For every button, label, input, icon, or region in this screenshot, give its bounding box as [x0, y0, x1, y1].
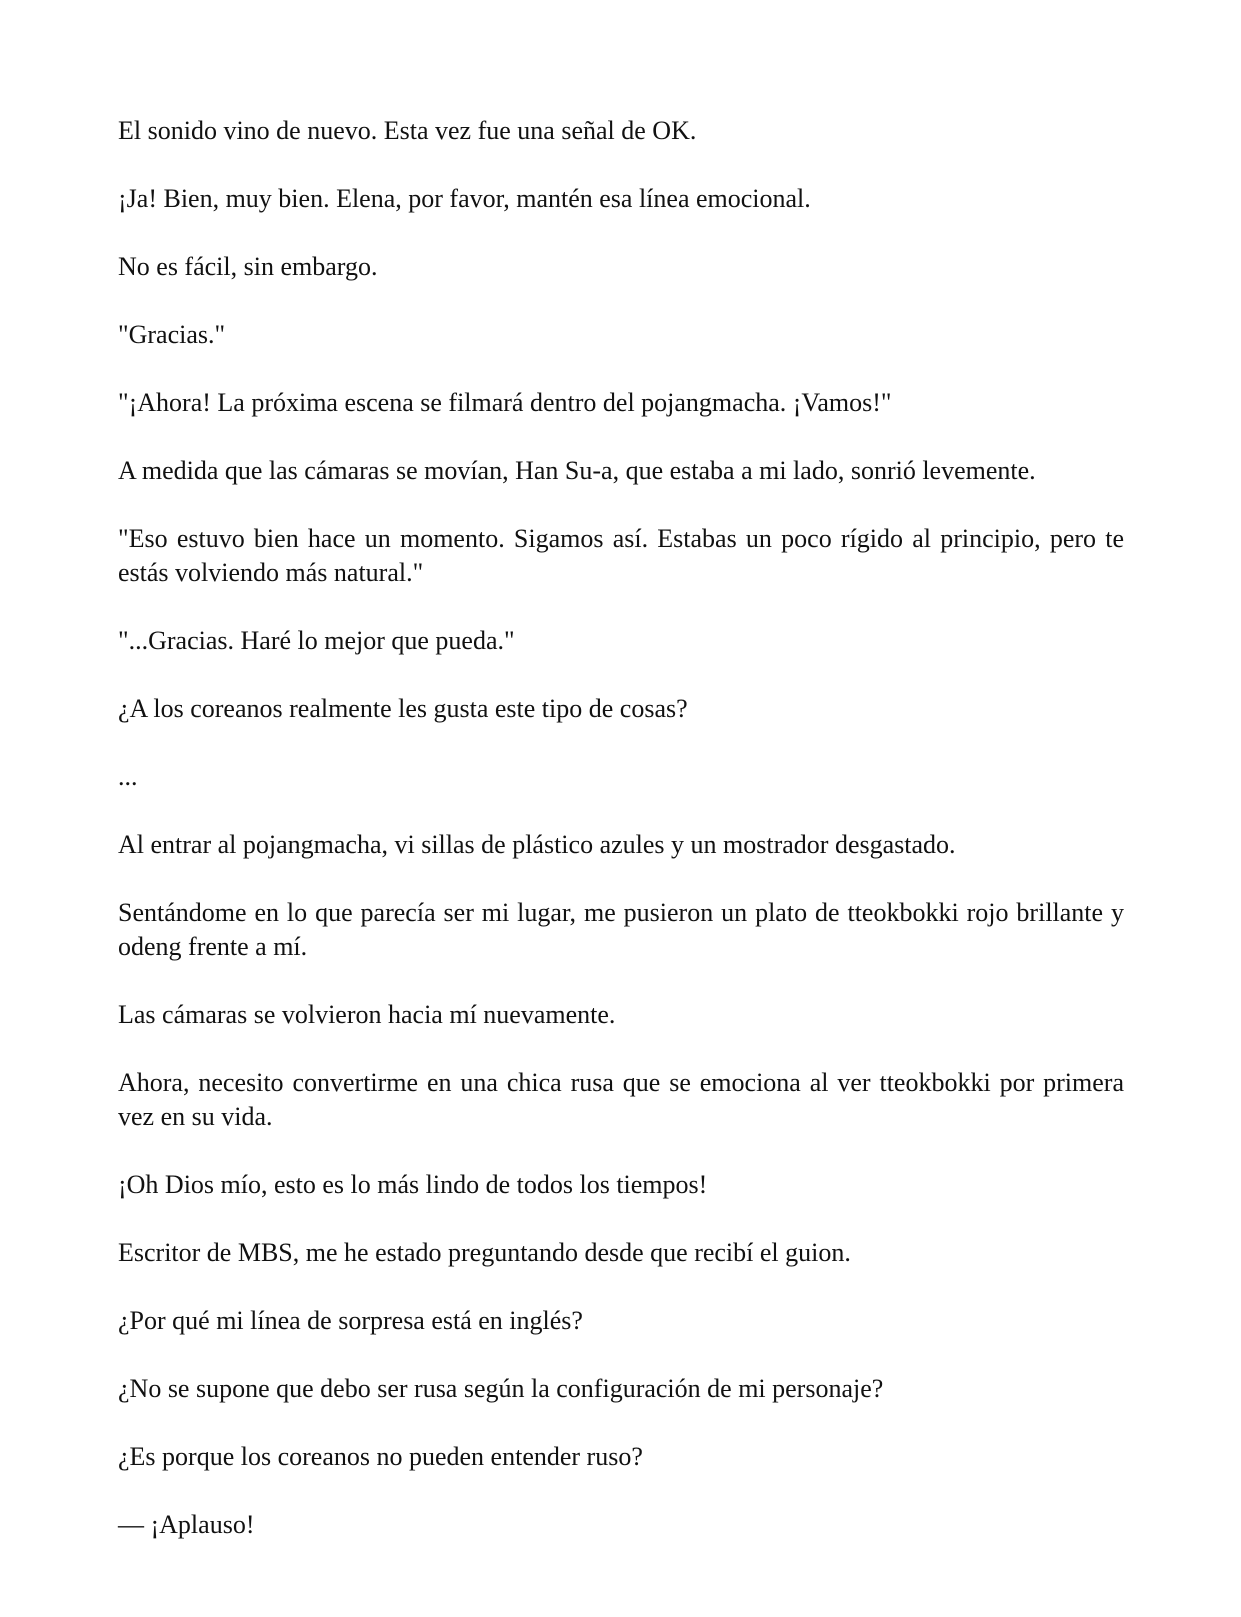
paragraph: "...Gracias. Haré lo mejor que pueda."	[118, 626, 515, 655]
paragraph: Escritor de MBS, me he estado preguntando desde que recibí el guion.	[118, 1238, 851, 1267]
paragraph: ¡Ja! Bien, muy bien. Elena, por favor, mantén esa línea emocional.	[118, 184, 811, 213]
paragraph: ¿No se supone que debo ser rusa según la configuración de mi personaje?	[118, 1374, 884, 1403]
paragraph: "¡Ahora! La próxima escena se filmará dentro del pojangmacha. ¡Vamos!"	[118, 388, 892, 417]
paragraph: Sentándome en lo que parecía ser mi lugar, me pusieron un plato de tteokbokki rojo brillante y odeng frente a mí.	[118, 898, 1124, 961]
paragraph: El sonido vino de nuevo. Esta vez fue una señal de OK.	[118, 116, 697, 145]
paragraph: ¿A los coreanos realmente les gusta este tipo de cosas?	[118, 694, 688, 723]
paragraph: ¿Por qué mi línea de sorpresa está en inglés?	[118, 1306, 583, 1335]
document-page	[118, 114, 1124, 1576]
paragraph: Ahora, necesito convertirme en una chica rusa que se emociona al ver tteokbokki por primera vez en su vida.	[118, 1068, 1124, 1131]
paragraph: ...	[118, 762, 138, 791]
paragraph: A medida que las cámaras se movían, Han Su-a, que estaba a mi lado, sonrió levemente.	[118, 456, 1036, 485]
paragraph: ¡Oh Dios mío, esto es lo más lindo de todos los tiempos!	[118, 1170, 708, 1199]
paragraph: — ¡Aplauso!	[118, 1510, 255, 1539]
paragraph: "Gracias."	[118, 320, 226, 349]
paragraph: ¿Es porque los coreanos no pueden entender ruso?	[118, 1442, 643, 1471]
paragraph: "Eso estuvo bien hace un momento. Sigamos así. Estabas un poco rígido al principio, pero te estás volviendo más natural."	[118, 524, 1124, 587]
paragraph: No es fácil, sin embargo.	[118, 252, 378, 281]
paragraph: Al entrar al pojangmacha, vi sillas de plástico azules y un mostrador desgastado.	[118, 830, 956, 859]
paragraph: Las cámaras se volvieron hacia mí nuevamente.	[118, 1000, 616, 1029]
